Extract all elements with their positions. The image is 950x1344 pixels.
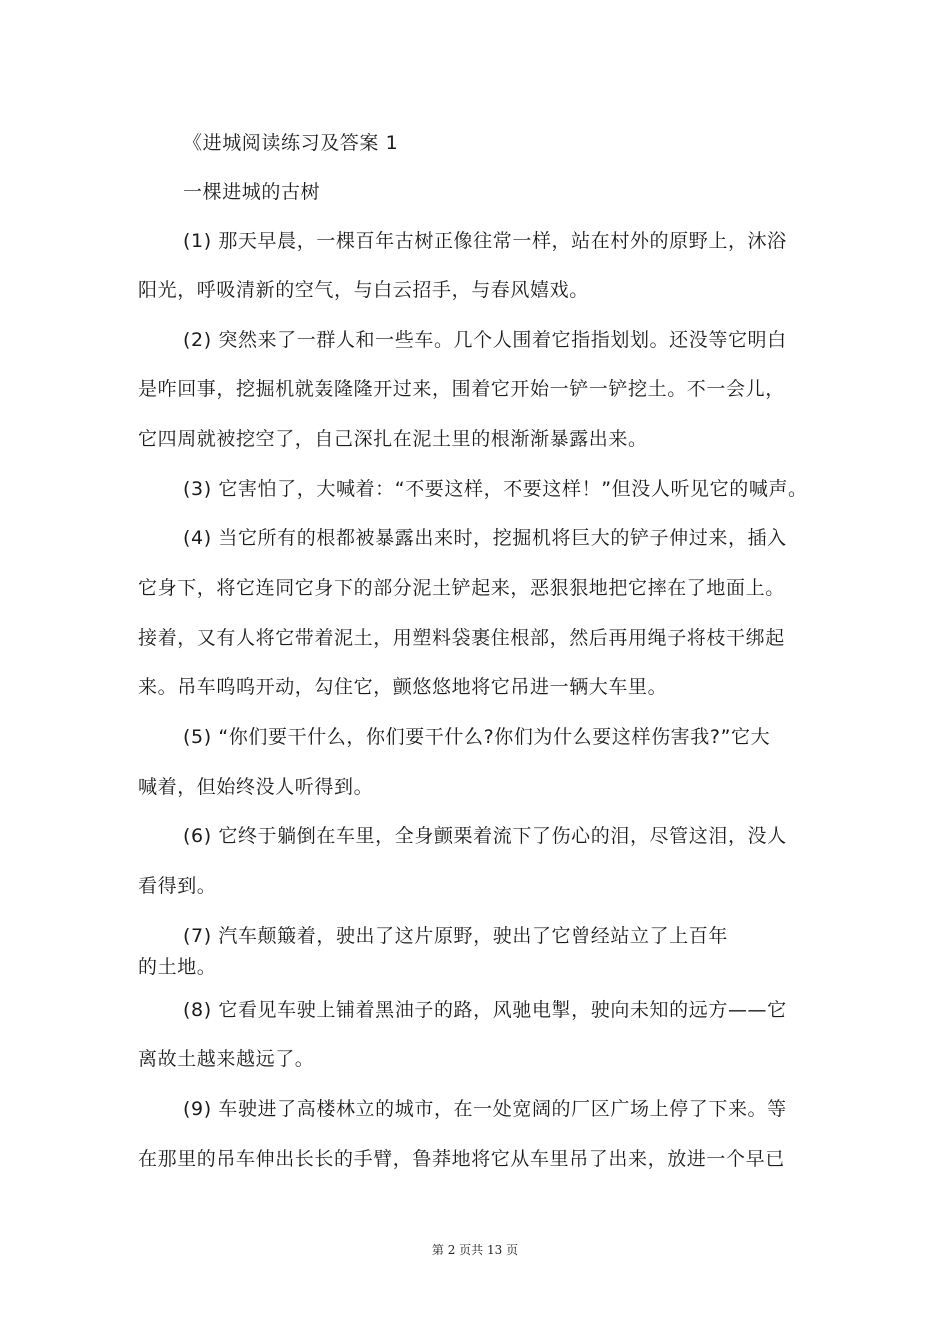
paragraph-line: 在那里的吊车伸出长长的手臂，鲁莽地将它从车里吊了出来，放进一个早已: [138, 1148, 785, 1170]
paragraph-line: 它身下，将它连同它身下的部分泥土铲起来，恶狠狠地把它摔在了地面上。: [138, 577, 785, 599]
paragraph-line: (9) 车驶进了高楼林立的城市，在一处宽阔的厂区广场上停了下来。等: [183, 1098, 787, 1120]
paragraph-line: 的土地。: [138, 956, 217, 978]
paragraph-line: (6) 它终于躺倒在车里，全身颤栗着流下了伤心的泪，尽管这泪，没人: [183, 825, 787, 847]
paragraph-line: 离故土越来越远了。: [138, 1048, 315, 1070]
paragraph-line: (4) 当它所有的根都被暴露出来时，挖掘机将巨大的铲子伸过来，插入: [183, 527, 787, 549]
paragraph-line: 看得到。: [138, 875, 217, 897]
paragraph-line: (1) 那天早晨，一棵百年古树正像往常一样，站在村外的原野上，沐浴: [183, 230, 787, 252]
paragraph-line: 喊着，但始终没人听得到。: [138, 776, 374, 798]
paragraph-line: (3) 它害怕了，大喊着：“不要这样，不要这样！”但没人听见它的喊声。: [183, 478, 808, 500]
document-title: 《进城阅读练习及答案 1: [183, 132, 399, 154]
paragraph-line: 它四周就被挖空了，自己深扎在泥土里的根渐渐暴露出来。: [138, 428, 648, 450]
paragraph-line: 是咋回事，挖掘机就轰隆隆开过来，围着它开始一铲一铲挖土。不一会儿，: [138, 378, 785, 400]
paragraph-line: 来。吊车呜呜开动，勾住它，颤悠悠地将它吊进一辆大车里。: [138, 676, 668, 698]
paragraph-line: (8) 它看见车驶上铺着黑油子的路，风驰电掣，驶向未知的远方——它: [183, 999, 787, 1021]
story-title: 一棵进城的古树: [183, 181, 321, 203]
paragraph-line: 阳光，呼吸清新的空气，与白云招手，与春风嬉戏。: [138, 279, 589, 301]
page-footer: 第 2 页共 13 页: [431, 1243, 519, 1257]
paragraph-line: (7) 汽车颠簸着，驶出了这片原野，驶出了它曾经站立了上百年: [183, 925, 728, 947]
paragraph-line: (5) “你们要干什么，你们要干什么?你们为什么要这样伤害我?”它大: [183, 726, 771, 748]
paragraph-line: (2) 突然来了一群人和一些车。几个人围着它指指划划。还没等它明白: [183, 329, 787, 351]
paragraph-line: 接着，又有人将它带着泥土，用塑料袋裹住根部，然后再用绳子将枝干绑起: [138, 627, 785, 649]
